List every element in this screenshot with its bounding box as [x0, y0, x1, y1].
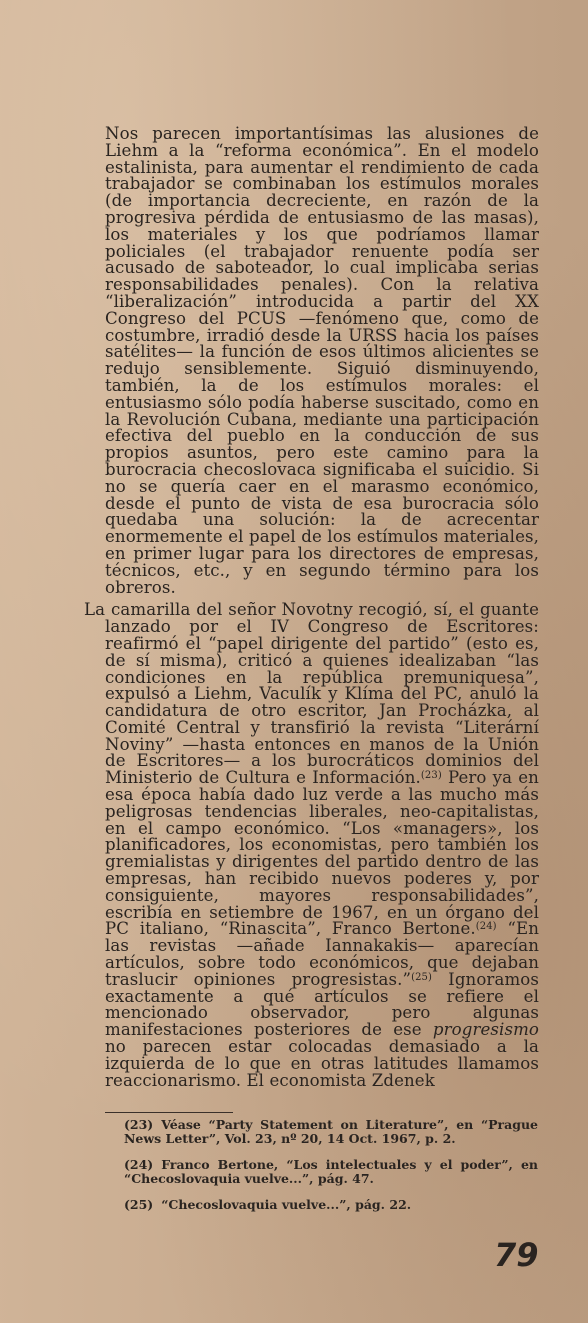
footnote-ref-24: (24)	[475, 921, 497, 933]
main-text	[84, 124, 539, 1090]
footnotes	[124, 1118, 538, 1225]
paragraph-2-part-b: Pero ya en esa época había dado luz verde a las mucho más peligrosas tendencias liberales, neo-capitalistas, en el campo económico. “Los «managers», los planificadores, los economistas, pero también los gremialistas y dirigentes del partido dentro de las empresas, han recibido nuevos poderes y, por consiguiente, mayores responsabilidades”, escribía en setiembre de 1967, en un órgano del PC italiano, “Rinascita”, Franco Bertone.	[105, 768, 539, 939]
italic-term: progresismo	[432, 1020, 539, 1040]
footnote-divider	[105, 1112, 233, 1113]
page-number: 79	[494, 1236, 539, 1274]
footnote-23	[124, 1118, 538, 1145]
paragraph-2-part-d: Ignoramos exactamente a qué artículos se refiere el mencionado observador, pero algunas manifestaciones posteriores de ese	[105, 969, 539, 1040]
footnote-24	[124, 1158, 538, 1185]
footnote-ref-23: (23)	[420, 770, 442, 782]
footnote-25	[124, 1198, 538, 1212]
footnote-number: (25)	[124, 1197, 154, 1212]
footnote-text: Véase “Party Statement on Literature”, en “Prague News Letter”, Vol. 23, nº 20, 14 Oct. 1967, p. 2.	[124, 1117, 538, 1146]
footnote-number: (23)	[124, 1117, 154, 1132]
paragraph-2-part-e: no parecen estar colocadas demasiado a la izquierda de lo que en otras latitudes llamamos reaccionarismo. El economista Zdenek	[105, 1037, 539, 1090]
paragraph-2-start: La camarilla del señor Novotny recogió, sí, el guante lanzado por el IV Congreso de Escritores: reafirmó el “papel dirigente del partido” (esto es, de sí misma), criticó a quienes idealizaban “las condiciones en la república premuniquesa”, expulsó a Liehm, Vaculík y Klíma del PC, anuló la candidatura de otro escritor, Jan Procházka, al Comité Central y transfirió la revista “Literární Noviny” —hasta entonces en manos de la Unión de Escritores— a los burocráticos dominios del Ministerio de Cultura e Información.	[84, 600, 539, 788]
paragraph-1: Nos parecen importantísimas las alusiones de Liehm a la “reforma económica”. En el modelo estalinista, para aumentar el rendimiento de cada trabajador se combinaban los estímulos morales (de importancia decreciente, en razón de la progresiva pérdida de entusiasmo de las masas), los materiales y los que podríamos llamar policiales (el trabajador renuente podía ser acusado de saboteador, lo cual implicaba serias responsabilidades penales). Con la relativa “liberalización” introducida a partir del XX Congreso del PCUS —fenómeno que, como de costumbre, irradió desde la URSS hacia los países satélites— la función de esos últimos alicientes se redujo sensiblemente. Siguió disminuyendo, también, la de los estímulos morales: el entusiasmo sólo podía haberse suscitado, como en la Revolución Cubana, mediante una participación efectiva del pueblo en la conducción de sus propios asuntos, pero este camino para la burocracia checoslovaca significaba el suicidio. Si no se quería caer en el marasmo económico, desde el punto de vista de esa burocracia sólo quedaba una solución: la de acrecentar enormemente el papel de los estímulos materiales, en primer lugar para los directores de empresas, técnicos, etc., y en segundo término para los obreros.	[105, 124, 539, 597]
footnote-text: “Checoslovaquia vuelve...”, pág. 22.	[161, 1197, 412, 1212]
footnote-number: (24)	[124, 1157, 154, 1172]
paragraph-2-part-c: “En las revistas —añade Iannakakis— aparecían artículos, sobre todo económicos, que dejaban traslucir opiniones progresistas.”	[105, 919, 539, 989]
paragraph-2	[84, 600, 539, 1090]
footnote-text: Franco Bertone, “Los intelectuales y el poder”, en “Checoslovaquia vuelve...”, pág. 47.	[124, 1157, 538, 1186]
footnote-ref-25: (25)	[411, 971, 433, 983]
